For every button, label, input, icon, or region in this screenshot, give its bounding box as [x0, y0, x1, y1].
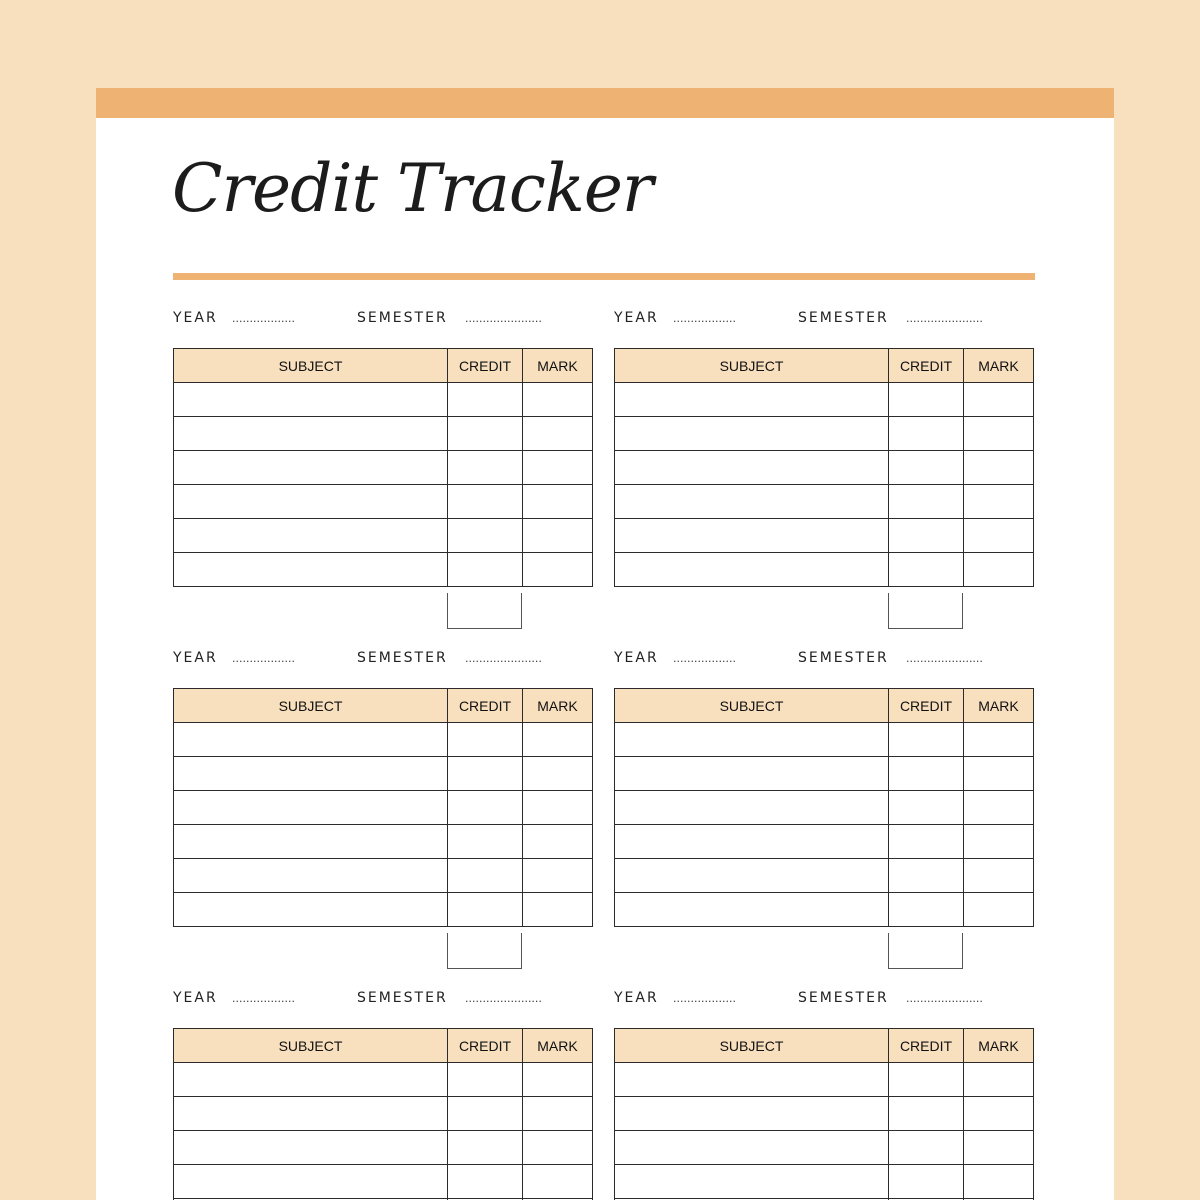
subject-cell[interactable] [615, 1097, 889, 1131]
year-semester-line [614, 990, 1034, 1010]
semester-label: SEMESTER [798, 650, 889, 666]
year-semester-line [173, 650, 593, 670]
credit-cell[interactable] [889, 485, 964, 519]
table-row [615, 791, 1034, 825]
table-header-row [174, 689, 593, 723]
table-header-row [615, 689, 1034, 723]
mark-cell[interactable] [964, 757, 1034, 791]
table-row [615, 383, 1034, 417]
credit-cell[interactable] [889, 723, 964, 757]
table-row [174, 383, 593, 417]
tracker-sheet [96, 88, 1114, 1200]
table-row [615, 893, 1034, 927]
subject-header: SUBJECT [615, 1029, 889, 1063]
year-label: YEAR [173, 310, 218, 326]
subject-cell[interactable] [615, 553, 889, 587]
subject-cell[interactable] [615, 791, 889, 825]
year-field[interactable]: .................. [232, 992, 295, 1005]
credit-cell[interactable] [448, 859, 523, 893]
credit-cell[interactable] [448, 1063, 523, 1097]
semester-field[interactable]: ...................... [465, 312, 542, 325]
table-header-row [615, 349, 1034, 383]
credit-cell[interactable] [448, 1097, 523, 1131]
header-band [96, 88, 1114, 118]
credit-header: CREDIT [448, 689, 523, 723]
credit-cell[interactable] [448, 791, 523, 825]
credit-total-box[interactable] [447, 933, 522, 969]
table-row [174, 519, 593, 553]
subject-cell[interactable] [615, 451, 889, 485]
mark-cell[interactable] [523, 791, 593, 825]
credit-cell[interactable] [889, 1063, 964, 1097]
mark-header: MARK [523, 689, 593, 723]
table-row [174, 1063, 593, 1097]
credit-cell[interactable] [889, 825, 964, 859]
year-semester-line [614, 650, 1034, 670]
table-row [174, 825, 593, 859]
mark-cell[interactable] [964, 485, 1034, 519]
subject-cell[interactable] [174, 1165, 448, 1199]
year-label: YEAR [614, 650, 659, 666]
table-row [615, 859, 1034, 893]
credit-table [173, 1028, 593, 1200]
semester-label: SEMESTER [798, 990, 889, 1006]
semester-label: SEMESTER [357, 990, 448, 1006]
table-row [174, 417, 593, 451]
credit-cell[interactable] [889, 1131, 964, 1165]
credit-cell[interactable] [448, 417, 523, 451]
subject-cell[interactable] [174, 859, 448, 893]
credit-cell[interactable] [448, 485, 523, 519]
subject-cell[interactable] [615, 1131, 889, 1165]
credit-cell[interactable] [448, 893, 523, 927]
mark-cell[interactable] [964, 383, 1034, 417]
subject-cell[interactable] [174, 723, 448, 757]
credit-header: CREDIT [448, 1029, 523, 1063]
semester-field[interactable]: ...................... [906, 312, 983, 325]
mark-cell[interactable] [523, 519, 593, 553]
credit-cell[interactable] [448, 1165, 523, 1199]
table-row [174, 893, 593, 927]
subject-header: SUBJECT [615, 689, 889, 723]
year-field[interactable]: .................. [232, 652, 295, 665]
credit-cell[interactable] [448, 553, 523, 587]
credit-header: CREDIT [889, 1029, 964, 1063]
mark-cell[interactable] [523, 1165, 593, 1199]
mark-cell[interactable] [964, 553, 1034, 587]
year-semester-line [614, 310, 1034, 330]
mark-cell[interactable] [964, 519, 1034, 553]
subject-header: SUBJECT [174, 689, 448, 723]
table-row [174, 757, 593, 791]
mark-header: MARK [523, 1029, 593, 1063]
subject-cell[interactable] [174, 451, 448, 485]
mark-cell[interactable] [523, 859, 593, 893]
credit-table [614, 348, 1034, 587]
mark-cell[interactable] [964, 1165, 1034, 1199]
credit-cell[interactable] [889, 1097, 964, 1131]
subject-cell[interactable] [174, 757, 448, 791]
credit-cell[interactable] [889, 893, 964, 927]
semester-field[interactable]: ...................... [465, 992, 542, 1005]
mark-cell[interactable] [523, 451, 593, 485]
subject-cell[interactable] [174, 553, 448, 587]
credit-table [614, 688, 1034, 927]
credit-cell[interactable] [448, 451, 523, 485]
mark-cell[interactable] [523, 417, 593, 451]
table-row [174, 553, 593, 587]
mark-header: MARK [964, 1029, 1034, 1063]
table-row [615, 1131, 1034, 1165]
subject-cell[interactable] [174, 791, 448, 825]
credit-cell[interactable] [889, 553, 964, 587]
semester-field[interactable]: ...................... [465, 652, 542, 665]
credit-cell[interactable] [448, 825, 523, 859]
mark-cell[interactable] [523, 893, 593, 927]
table-row [615, 1063, 1034, 1097]
semester-field[interactable]: ...................... [906, 652, 983, 665]
table-row [174, 451, 593, 485]
title-divider [173, 273, 1035, 280]
mark-cell[interactable] [964, 893, 1034, 927]
credit-cell[interactable] [448, 1131, 523, 1165]
year-label: YEAR [173, 990, 218, 1006]
subject-cell[interactable] [174, 1097, 448, 1131]
table-row [174, 723, 593, 757]
mark-cell[interactable] [964, 1063, 1034, 1097]
credit-cell[interactable] [448, 519, 523, 553]
table-row [174, 1131, 593, 1165]
subject-cell[interactable] [174, 1063, 448, 1097]
table-row [615, 553, 1034, 587]
credit-header: CREDIT [448, 349, 523, 383]
subject-cell[interactable] [174, 1131, 448, 1165]
mark-cell[interactable] [523, 1063, 593, 1097]
mark-cell[interactable] [523, 383, 593, 417]
table-row [174, 1165, 593, 1199]
credit-header: CREDIT [889, 689, 964, 723]
subject-cell[interactable] [615, 1165, 889, 1199]
table-row [615, 1097, 1034, 1131]
page-title: Credit Tracker [172, 150, 653, 227]
credit-cell[interactable] [889, 417, 964, 451]
subject-cell[interactable] [615, 893, 889, 927]
table-row [174, 859, 593, 893]
credit-cell[interactable] [889, 859, 964, 893]
mark-cell[interactable] [964, 791, 1034, 825]
mark-cell[interactable] [523, 825, 593, 859]
mark-cell[interactable] [523, 553, 593, 587]
credit-table [173, 348, 593, 587]
credit-cell[interactable] [889, 1165, 964, 1199]
table-row [615, 451, 1034, 485]
credit-cell[interactable] [889, 383, 964, 417]
table-header-row [174, 1029, 593, 1063]
credit-cell[interactable] [889, 451, 964, 485]
table-row [615, 485, 1034, 519]
table-row [174, 485, 593, 519]
subject-cell[interactable] [615, 383, 889, 417]
mark-header: MARK [523, 349, 593, 383]
credit-cell[interactable] [889, 519, 964, 553]
subject-cell[interactable] [615, 519, 889, 553]
table-row [174, 791, 593, 825]
table-row [615, 825, 1034, 859]
credit-cell[interactable] [448, 757, 523, 791]
credit-cell[interactable] [448, 383, 523, 417]
semester-field[interactable]: ...................... [906, 992, 983, 1005]
year-field[interactable]: .................. [673, 652, 736, 665]
mark-cell[interactable] [523, 757, 593, 791]
table-row [174, 1097, 593, 1131]
subject-cell[interactable] [615, 723, 889, 757]
mark-header: MARK [964, 349, 1034, 383]
year-field[interactable]: .................. [232, 312, 295, 325]
semester-label: SEMESTER [357, 310, 448, 326]
credit-cell[interactable] [889, 757, 964, 791]
year-label: YEAR [614, 310, 659, 326]
credit-table [614, 1028, 1034, 1200]
subject-cell[interactable] [174, 825, 448, 859]
table-row [615, 1165, 1034, 1199]
mark-cell[interactable] [964, 1097, 1034, 1131]
mark-cell[interactable] [523, 485, 593, 519]
subject-cell[interactable] [174, 383, 448, 417]
subject-cell[interactable] [174, 485, 448, 519]
table-header-row [174, 349, 593, 383]
year-field[interactable]: .................. [673, 992, 736, 1005]
year-semester-line [173, 310, 593, 330]
table-row [615, 519, 1034, 553]
subject-cell[interactable] [615, 757, 889, 791]
subject-cell[interactable] [615, 485, 889, 519]
semester-label: SEMESTER [798, 310, 889, 326]
subject-header: SUBJECT [174, 349, 448, 383]
credit-table [173, 688, 593, 927]
year-label: YEAR [614, 990, 659, 1006]
table-row [615, 723, 1034, 757]
table-row [615, 757, 1034, 791]
subject-cell[interactable] [174, 417, 448, 451]
subject-cell[interactable] [174, 519, 448, 553]
subject-cell[interactable] [615, 825, 889, 859]
credit-header: CREDIT [889, 349, 964, 383]
credit-total-box[interactable] [447, 593, 522, 629]
table-row [615, 417, 1034, 451]
subject-cell[interactable] [615, 417, 889, 451]
semester-label: SEMESTER [357, 650, 448, 666]
credit-cell[interactable] [889, 791, 964, 825]
year-semester-line [173, 990, 593, 1010]
mark-cell[interactable] [523, 1097, 593, 1131]
mark-cell[interactable] [523, 723, 593, 757]
mark-cell[interactable] [964, 1131, 1034, 1165]
mark-cell[interactable] [523, 1131, 593, 1165]
mark-cell[interactable] [964, 859, 1034, 893]
credit-total-box[interactable] [888, 933, 963, 969]
subject-cell[interactable] [615, 1063, 889, 1097]
mark-cell[interactable] [964, 417, 1034, 451]
subject-header: SUBJECT [174, 1029, 448, 1063]
credit-total-box[interactable] [888, 593, 963, 629]
table-header-row [615, 1029, 1034, 1063]
mark-cell[interactable] [964, 723, 1034, 757]
credit-cell[interactable] [448, 723, 523, 757]
mark-cell[interactable] [964, 825, 1034, 859]
subject-header: SUBJECT [615, 349, 889, 383]
mark-header: MARK [964, 689, 1034, 723]
subject-cell[interactable] [615, 859, 889, 893]
year-field[interactable]: .................. [673, 312, 736, 325]
mark-cell[interactable] [964, 451, 1034, 485]
subject-cell[interactable] [174, 893, 448, 927]
year-label: YEAR [173, 650, 218, 666]
